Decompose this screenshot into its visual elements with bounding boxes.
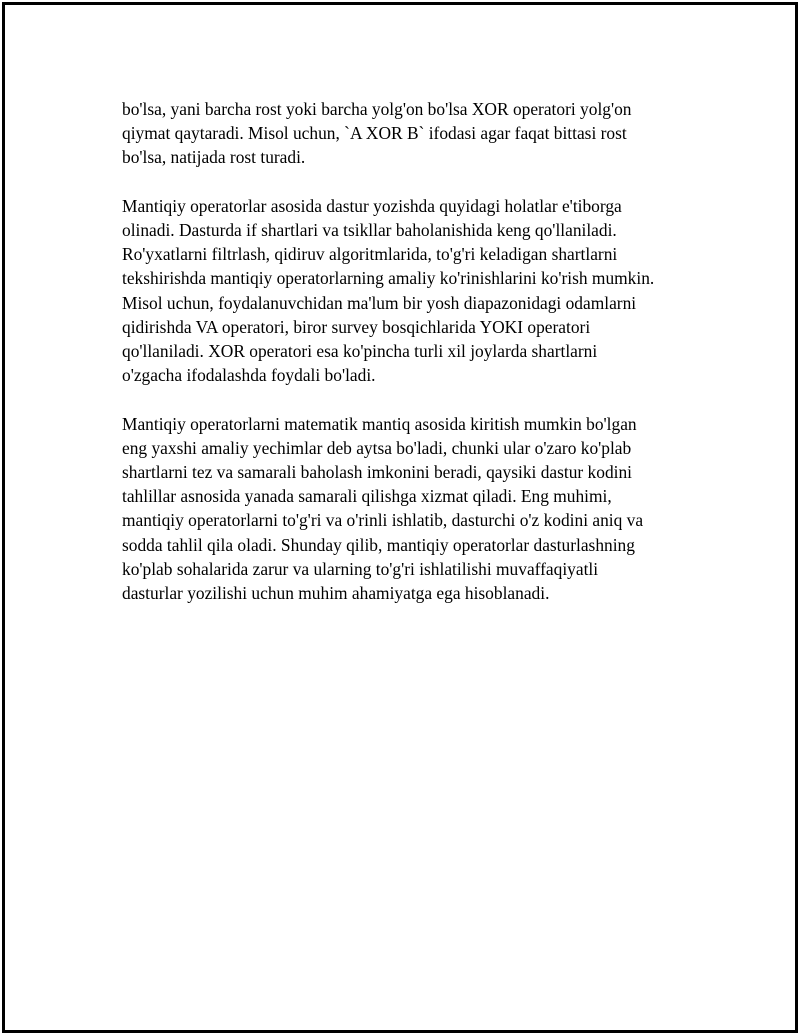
- page-border: [2, 2, 798, 1033]
- text-line: o'zgacha ifodalashda foydali bo'ladi.: [122, 365, 376, 386]
- text-line: shartlarni tez va samarali baholash imkonini beradi, qaysiki dastur kodini: [122, 462, 632, 483]
- text-line: qiymat qaytaradi. Misol uchun, `A XOR B` ifodasi agar faqat bittasi rost: [122, 123, 627, 144]
- paragraph-summary: [122, 412, 702, 606]
- document-body: [122, 97, 702, 629]
- text-line: mantiqiy operatorlarni to'g'ri va o'rinli ishlatib, dasturchi o'z kodini aniq va: [122, 510, 644, 531]
- text-line: Mantiqiy operatorlar asosida dastur yozishda quyidagi holatlar e'tiborga: [122, 195, 622, 216]
- text-line: tekshirishda mantiqiy operatorlarning amaliy ko'rinishlarini ko'rish mumkin.: [122, 268, 655, 289]
- text-line: Misol uchun, foydalanuvchidan ma'lum bir yosh diapazonidagi odamlarni: [122, 292, 637, 313]
- text-line: sodda tahlil qila oladi. Shunday qilib, mantiqiy operatorlar dasturlashning: [122, 534, 635, 555]
- text-line: olinadi. Dasturda if shartlari va tsikllar baholanishida keng qo'llaniladi.: [122, 220, 617, 240]
- text-line: qidirishda VA operatori, biror survey bosqichlarida YOKI operatori: [122, 316, 591, 337]
- text-line: Mantiqiy operatorlarni matematik mantiq asosida kiritish mumkin bo'lgan: [122, 413, 637, 434]
- text-line: qo'llaniladi. XOR operatori esa ko'pincha turli xil joylarda shartlarni: [122, 341, 598, 362]
- text-line: bo'lsa, natijada rost turadi.: [122, 147, 306, 168]
- text-line: eng yaxshi amaliy yechimlar deb aytsa bo'ladi, chunki ular o'zaro ko'plab: [122, 437, 632, 458]
- text-line: Ro'yxatlarni filtrlash, qidiruv algoritmlarida, to'g'ri keladigan shartlarni: [122, 244, 618, 265]
- paragraph-xor-conclusion: [122, 97, 702, 170]
- text-line: dasturlar yozilishi uchun muhim ahamiyatga ega hisoblanadi.: [122, 583, 550, 604]
- text-line: tahlillar asnosida yanada samarali qilishga xizmat qiladi. Eng muhimi,: [122, 486, 612, 507]
- text-line: ko'plab sohalarida zarur va ularning to'g'ri ishlatilishi muvaffaqiyatli: [122, 558, 599, 579]
- paragraph-usage: [122, 194, 702, 388]
- text-line: bo'lsa, yani barcha rost yoki barcha yolg'on bo'lsa XOR operatori yolg'on: [122, 99, 632, 119]
